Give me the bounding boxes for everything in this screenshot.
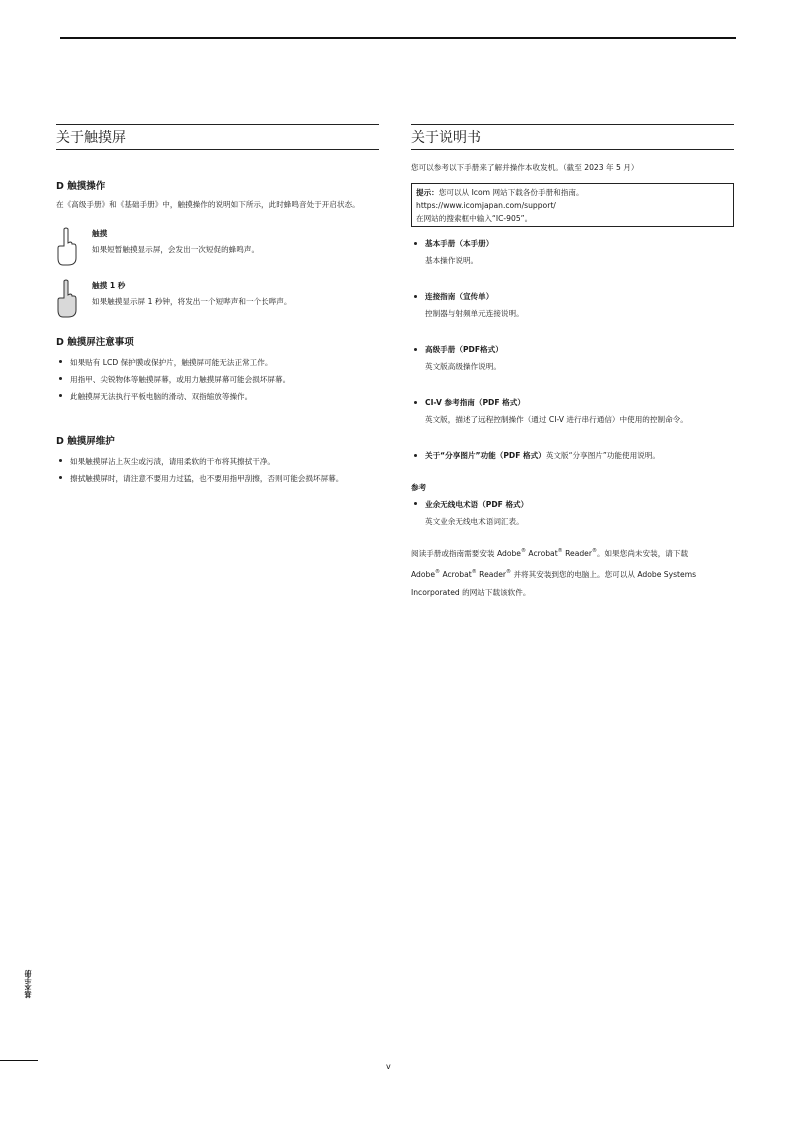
adobe-text: Reader [476, 570, 507, 579]
touch-1s-desc: 如果触摸显示屏 1 秒钟，将发出一个短哔声和一个长哔声。 [92, 297, 292, 306]
manual-desc: 基本操作说明。 [425, 256, 479, 265]
registered-mark: ® [506, 569, 512, 575]
adobe-paragraph [411, 542, 734, 602]
page-number: v [386, 1062, 391, 1071]
adobe-text: Adobe [411, 570, 436, 579]
registered-mark: ® [591, 548, 597, 554]
tip-line-1: 您可以从 Icom 网站下载各份手册和指南。 [438, 188, 584, 197]
side-section-label: 基本手册 [24, 970, 32, 998]
share-image-item [411, 448, 734, 464]
registered-mark: ® [471, 569, 477, 575]
precautions-heading: D 触摸屏注意事项 [56, 337, 134, 348]
maintenance-heading: D 触摸屏维护 [56, 436, 115, 447]
manuals-list [411, 236, 734, 464]
reference-section [411, 480, 734, 530]
support-url-link[interactable]: https://www.icomjapan.com/support/ [416, 201, 556, 210]
list-item: 如果触摸屏沾上灰尘或污渍，请用柔软的干布将其擦拭干净。 [56, 453, 379, 470]
precautions-section [56, 334, 379, 405]
list-item [411, 289, 734, 322]
manuals-intro: 您可以参考以下手册来了解并操作本收发机。（截至 2023 年 5 月） [411, 163, 639, 172]
list-item [411, 342, 734, 375]
reference-heading: 参考 [411, 483, 427, 492]
touch-label: 触摸 [92, 229, 108, 238]
manual-desc: 英文版高级操作说明。 [425, 362, 501, 371]
adobe-text: 阅读手册或指南需要安装 Adobe [411, 549, 521, 558]
tip-label: 提示： [416, 188, 439, 197]
manual-title: 连接指南（宣传单） [411, 289, 734, 305]
list-item [411, 236, 734, 269]
list-item: 此触摸屏无法执行平板电脑的滑动、双指缩放等操作。 [56, 388, 379, 405]
section-title-touchscreen: 关于触摸屏 [56, 124, 379, 150]
header-rule [60, 37, 736, 39]
touch-1s-label: 触摸 1 秒 [92, 281, 126, 290]
touch-operations-section [56, 178, 379, 328]
section-title-manuals: 关于说明书 [411, 124, 734, 150]
list-item [411, 448, 734, 464]
maintenance-section [56, 433, 379, 487]
touch-1s-item-text [92, 278, 292, 310]
touch-item-text [92, 226, 259, 258]
reference-desc: 英文业余无线电术语词汇表。 [425, 517, 524, 526]
manual-title: 高级手册（PDF格式） [411, 342, 734, 358]
reference-title: 业余无线电术语（PDF 格式） [411, 496, 734, 513]
touch-operations-intro: 在《高级手册》和《基础手册》中，触摸操作的说明如下所示，此时蜂鸣音处于开启状态。 [56, 200, 360, 209]
list-item: 用指甲、尖锐物体等触摸屏幕，或用力触摸屏幕可能会损坏屏幕。 [56, 371, 379, 388]
touch-desc: 如果短暂触摸显示屏，会发出一次短促的蜂鸣声。 [92, 245, 260, 254]
adobe-text: Acrobat [440, 570, 472, 579]
touch-operations-heading: D 触摸操作 [56, 181, 106, 192]
registered-mark: ® [520, 548, 526, 554]
left-column [56, 124, 379, 487]
tip-box [411, 183, 734, 227]
hand-pointer-icon [56, 226, 78, 266]
footer-rule [0, 1060, 38, 1061]
right-column [411, 124, 734, 602]
adobe-text: Acrobat [525, 549, 558, 558]
manual-desc: 英文版“分享图片”功能使用说明。 [545, 451, 660, 460]
manual-title: 基本手册（本手册） [411, 236, 734, 252]
registered-mark: ® [435, 569, 441, 575]
touch-1s-item [56, 278, 379, 328]
adobe-text: 。如果您尚未安装，请下载 [596, 549, 689, 558]
tip-line-3: 在网站的搜索框中输入“IC-905”。 [416, 214, 533, 223]
manual-title: CI-V 参考指南（PDF 格式） [411, 395, 734, 411]
manual-desc: 控制器与射频单元连接说明。 [425, 309, 524, 318]
registered-mark: ® [557, 548, 563, 554]
hand-pointer-shaded-icon [56, 278, 78, 318]
list-item [411, 395, 734, 428]
touch-item [56, 226, 379, 276]
list-item: 擦拭触摸屏时，请注意不要用力过猛，也不要用指甲刮擦，否则可能会损坏屏幕。 [56, 470, 379, 487]
adobe-text: 并将其安装到您的电脑上。您可以从 Adobe Systems Incorporated 的网站下载该软件。 [411, 570, 697, 597]
list-item: 如果贴有 LCD 保护膜或保护片，触摸屏可能无法正常工作。 [56, 354, 379, 371]
manual-desc: 英文版，描述了远程控制操作（通过 CI-V 进行串行通信）中使用的控制命令。 [425, 415, 688, 424]
manual-title: 关于“分享图片”功能（PDF 格式） [425, 451, 546, 460]
adobe-text: Reader [562, 549, 592, 558]
